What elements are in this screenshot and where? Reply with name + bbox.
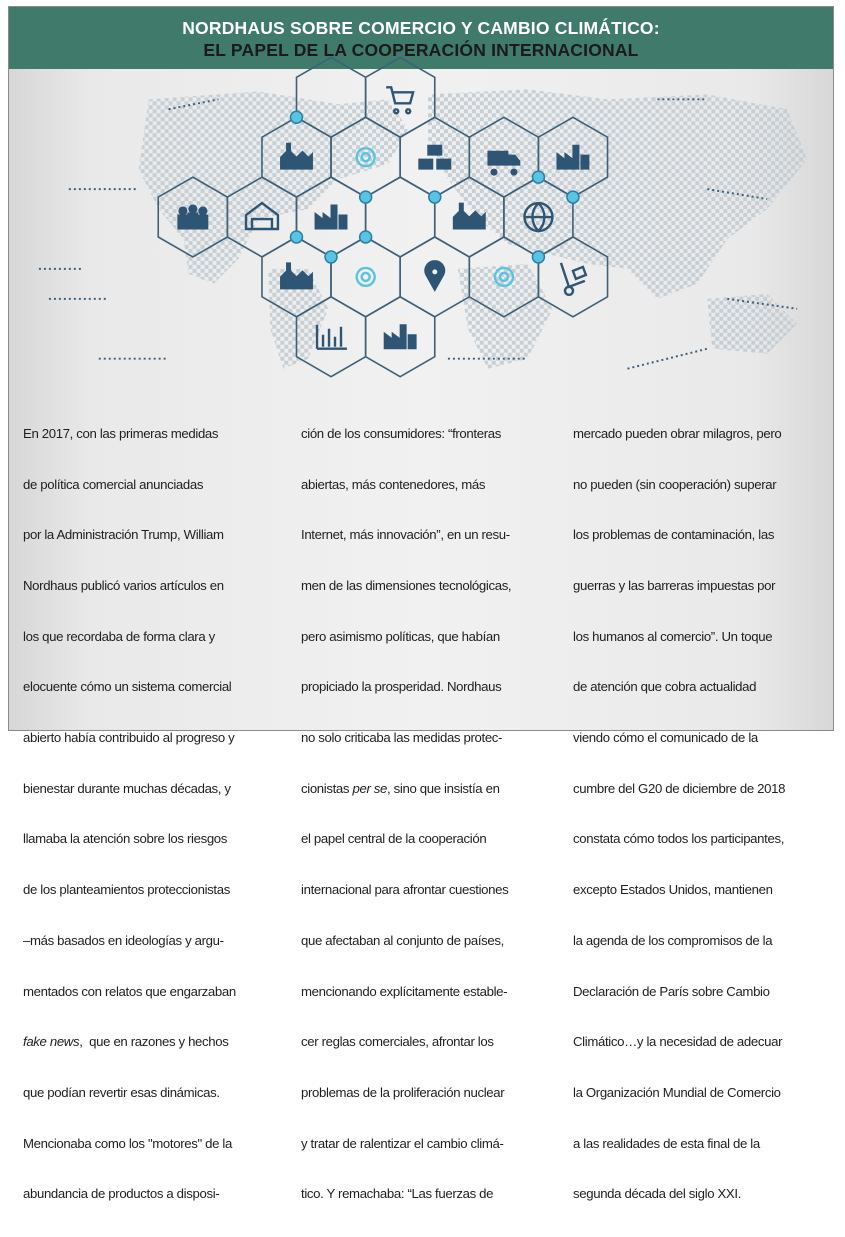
text-line: abierto había contribuido al progreso y xyxy=(23,730,235,746)
text-line: cumbre del G20 de diciembre de 2018 xyxy=(573,780,786,796)
text-line: y tratar de ralentizar el cambio climá- xyxy=(301,1135,504,1151)
text-line: mercado pueden obrar milagros, pero xyxy=(573,425,782,441)
title-line-2: EL PAPEL DE LA COOPERACIÓN INTERNACIONAL xyxy=(203,40,639,60)
network-node xyxy=(325,251,337,263)
text-line: no solo criticaba las medidas protec- xyxy=(301,730,503,746)
network-node xyxy=(532,171,544,183)
location-pin-icon xyxy=(425,261,445,291)
text-line: propiciado la prosperidad. Nordhaus xyxy=(301,679,502,695)
text-line: la agenda de los compromisos de la xyxy=(573,932,773,948)
text-line: –más basados en ideologías y argu- xyxy=(23,932,224,948)
text-line: problemas de la proliferación nuclear xyxy=(301,1084,505,1100)
text-line: excepto Estados Unidos, mantienen xyxy=(573,882,773,898)
text-line: pero asimismo políticas, que habían xyxy=(301,628,500,644)
text-line: abundancia de productos a disposi- xyxy=(23,1186,220,1202)
text-column-1 xyxy=(23,392,289,1237)
text-line: que podían revertir esas dinámicas. xyxy=(23,1084,220,1100)
factory-icon xyxy=(384,325,416,349)
text-line: de política comercial anunciadas xyxy=(23,476,204,492)
network-node xyxy=(291,111,303,123)
network-node xyxy=(360,231,372,243)
text-line: la Organización Mundial de Comercio xyxy=(573,1084,781,1100)
text-line: men de las dimensiones tecnológicas, xyxy=(301,577,512,593)
text-line: Declaración de París sobre Cambio xyxy=(573,983,770,999)
hexagon-network-illustration xyxy=(9,69,833,389)
text-line: de atención que cobra actualidad xyxy=(573,679,757,695)
title-banner xyxy=(9,7,833,69)
text-line: a las realidades de esta final de la xyxy=(573,1135,760,1151)
text-line: internacional para afrontar cuestiones xyxy=(301,882,509,898)
text-line: el papel central de la cooperación xyxy=(301,831,487,847)
text-line: Nordhaus publicó varios artículos en xyxy=(23,577,224,593)
text-line: Mencionaba como los "motores" de la xyxy=(23,1135,232,1151)
network-node xyxy=(360,191,372,203)
text-line: por la Administración Trump, William xyxy=(23,527,224,543)
hand-truck-icon xyxy=(561,263,586,295)
network-node xyxy=(429,191,441,203)
text-line: cionistas per se, sino que insistía en xyxy=(301,780,500,796)
bar-chart-icon xyxy=(317,325,347,349)
text-column-3 xyxy=(573,392,831,1237)
title-line-1: NORDHAUS SOBRE COMERCIO Y CAMBIO CLIMÁTICO: xyxy=(182,18,660,38)
text-line: mencionando explícitamente estable- xyxy=(301,983,508,999)
hexagon-cell xyxy=(331,237,400,317)
text-line: los humanos al comercio”. Un toque xyxy=(573,628,773,644)
dotted-connector xyxy=(627,349,707,369)
text-line: no pueden (sin cooperación) superar xyxy=(573,476,777,492)
text-line: de los planteamientos proteccionistas xyxy=(23,882,230,898)
text-line: guerras y las barreras impuestas por xyxy=(573,577,776,593)
text-line: viendo cómo el comunicado de la xyxy=(573,730,758,746)
text-line: abiertas, más contenedores, más xyxy=(301,476,486,492)
text-line: mentados con relatos que engarzaban xyxy=(23,983,236,999)
text-line: En 2017, con las primeras medidas xyxy=(23,425,219,441)
article-box xyxy=(8,6,834,1202)
text-line: los que recordaba de forma clara y xyxy=(23,628,215,644)
gears-icon xyxy=(357,268,375,286)
text-line: ción de los consumidores: “fronteras xyxy=(301,425,501,441)
text-column-2 xyxy=(301,392,565,1237)
text-line: segunda década del siglo XXI. xyxy=(573,1186,742,1202)
text-line: Climático…y la necesidad de adecuar xyxy=(573,1034,783,1050)
text-line: que afectaban al conjunto de países, xyxy=(301,932,504,948)
text-line: constata cómo todos los participantes, xyxy=(573,831,785,847)
network-node xyxy=(291,231,303,243)
network-node xyxy=(567,191,579,203)
network-node xyxy=(532,251,544,263)
text-line: llamaba la atención sobre los riesgos xyxy=(23,831,228,847)
text-line: tico. Y remachaba: “Las fuerzas de xyxy=(301,1186,494,1202)
text-line: bienestar durante muchas décadas, y xyxy=(23,780,231,796)
factory-icon xyxy=(315,205,347,229)
text-line: elocuente cómo un sistema comercial xyxy=(23,679,232,695)
people-icon xyxy=(178,205,208,229)
text-line: los problemas de contaminación, las xyxy=(573,527,775,543)
text-line: fake news, que en razones y hechos xyxy=(23,1034,229,1050)
text-line: cer reglas comerciales, afrontar los xyxy=(301,1034,494,1050)
text-line: Internet, más innovación”, en un resu- xyxy=(301,527,510,543)
hexagon-cell xyxy=(366,177,435,257)
